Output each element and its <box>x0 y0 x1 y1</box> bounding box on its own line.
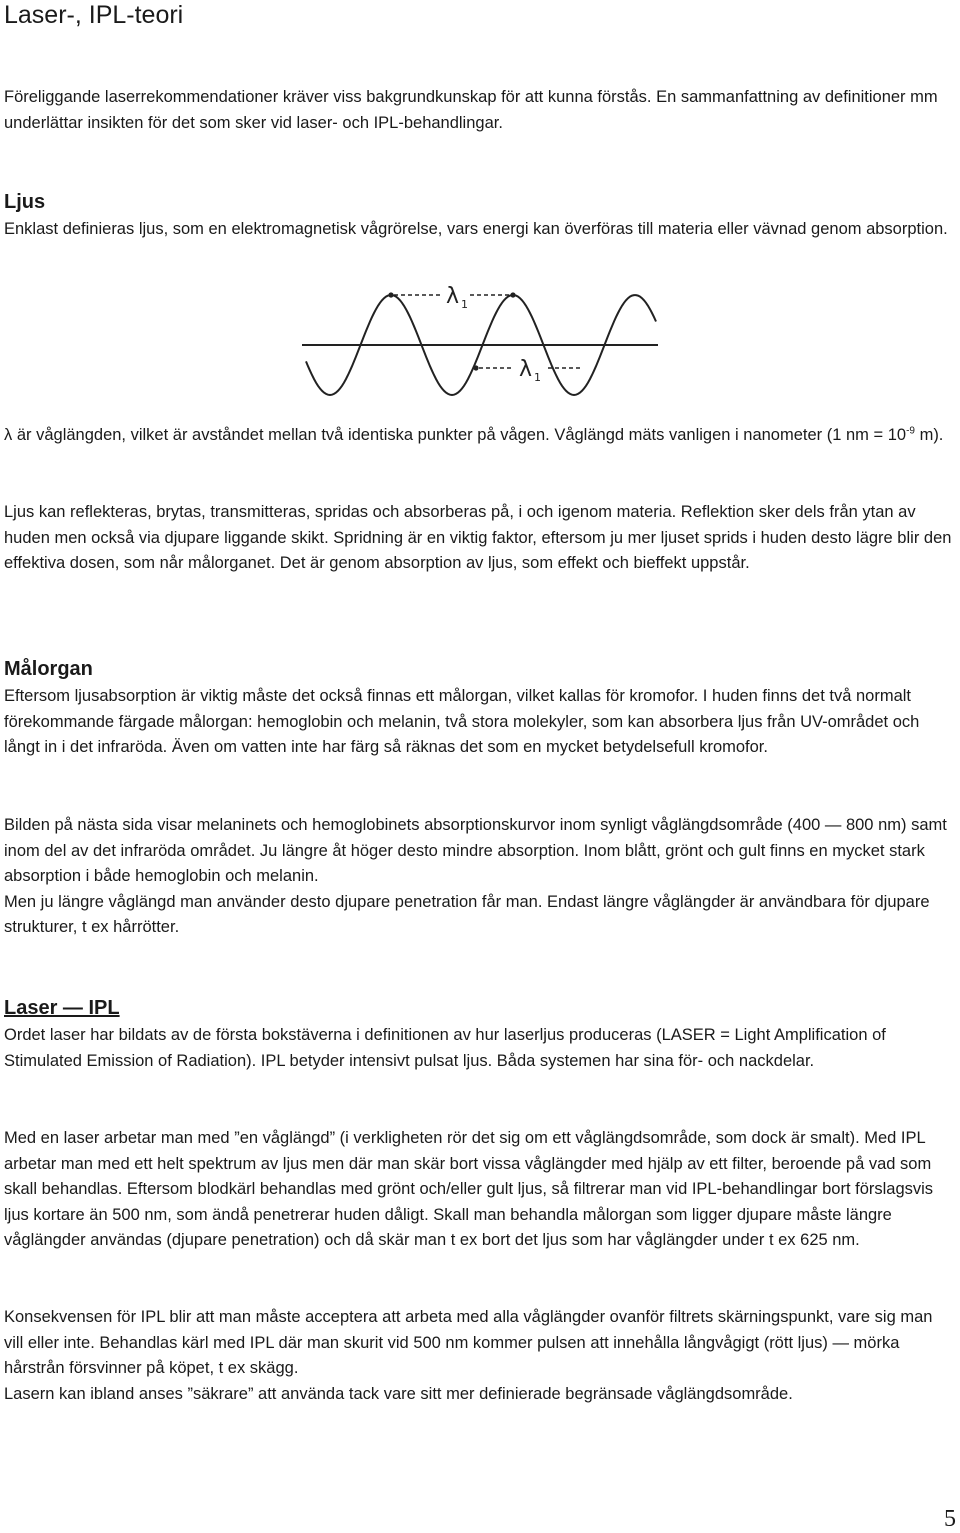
crest-point-1 <box>388 292 393 297</box>
lambda-definition <box>4 423 952 449</box>
laser-ipl-paragraph-2: Med en laser arbetar man med ”en våglängd” (i verkligheten rör det sig om ett våglängdsområde, som dock är smalt). Med IPL arbetar man med ett helt spektrum av ljus men där man skär bort vissa våglängder med hjälp av ett filter, beroende på vad som skall behandlas. Eftersom blodkärl behandlas med grönt och/eller gult ljus, så filtrerar man vid IPL-behandlingar bort förslagsvis ljus kortare än 500 nm, som ändå penetrerar huden dåligt. Skall man behandla målorgan som ligger djupare måste längre våglängder användas (djupare penetration) och då skär man t ex bort det ljus som har våglängder under t ex 625 nm. <box>4 1129 934 1249</box>
intro-paragraph: Föreliggande laserrekommendationer kräver viss bakgrundkunskap för att kunna förstås. En sammanfattning av definitioner mm underlättar insikten för det som sker vid laser- och IPL-behandlingar. <box>4 88 938 132</box>
laser-ipl-paragraph-3a: Konsekvensen för IPL blir att man måste acceptera att arbeta med alla våglängder ovanför filtrets skärningspunkt, vare sig man vill eller inte. Behandlas kärl med IPL där man skurit vid 500 nm kommer pulsen att innehålla långvågigt (rött ljus) — mörka hårstrån försvinner på köpet, t ex skägg. <box>4 1308 933 1377</box>
malorgan-paragraph-2 <box>4 813 952 941</box>
malorgan-paragraph-1: Eftersom ljusabsorption är viktig måste det också finnas ett målorgan, vilket kallas för kromofor. I huden finns det två normalt förekommande färgade målorgan: hemoglobin och melanin, två stora molekyler, som kan absorbera ljus från UV-området och långt in i det infraröda. Även om vatten inte har färg så räknas det som en mycket betydelsefull kromofor. <box>4 687 920 756</box>
lambda-label-top-sub: 1 <box>461 298 468 311</box>
lambda-text: λ är våglängden, vilket är avståndet mellan två identiska punkter på vågen. Våglängd mäts vanligen i nanometer (1 nm = 10 <box>4 426 907 444</box>
lambda-label-bottom-sub: 1 <box>534 371 541 384</box>
crest-point-2 <box>510 292 515 297</box>
wavelength-figure <box>300 282 662 410</box>
ljus-paragraph-3: Ljus kan reflekteras, brytas, transmitteras, spridas och absorberas på, i och igenom materia. Reflektion sker dels från ytan av huden men också via djupare liggande skikt. Spridning är en viktig faktor, eftersom ju mer ljuset sprids i huden desto lägre blir den effektiva dosen, som når målorganet. Det är genom absorption av ljus, som effekt och bieffekt uppstår. <box>4 503 952 572</box>
heading-malorgan: Målorgan <box>4 658 93 680</box>
lambda-label-top: λ <box>446 284 460 309</box>
laser-ipl-paragraph-1: Ordet laser har bildats av de första bokstäverna i definitionen av hur laserljus produceras (LASER = Light Amplification of Stimulated Emission of Radiation). IPL betyder intensivt pulsat ljus. Båda systemen har sina för- och nackdelar. <box>4 1026 886 1070</box>
malorgan-paragraph-2b: Men ju längre våglängd man använder desto djupare penetration får man. Endast längre våglängder är användbara för djupare strukturer, t ex hårrötter. <box>4 892 930 936</box>
ljus-paragraph-1: Enklast definieras ljus, som en elektromagnetisk vågrörelse, vars energi kan överföras till materia eller vävnad genom absorption. <box>4 220 948 238</box>
heading-ljus: Ljus <box>4 191 46 213</box>
malorgan-paragraph-2a: Bilden på nästa sida visar melaninets och hemoglobinets absorptionskurvor inom synligt våglängdsområde (400 — 800 nm) samt inom del av det infraröda området. Ju längre åt höger desto mindre absorption. Inom blått, grönt och gult finns en mycket stark absorption i både hemoglobin och melanin. <box>4 816 947 885</box>
lambda-exponent: -9 <box>906 425 915 437</box>
heading-laser-ipl: Laser — IPL <box>4 997 120 1019</box>
laser-ipl-paragraph-3 <box>4 1305 952 1407</box>
lambda-label-bottom: λ <box>519 357 533 382</box>
page-title: Laser-, IPL-teori <box>4 1 184 29</box>
trough-point-1 <box>473 365 478 370</box>
laser-ipl-paragraph-3b: Lasern kan ibland anses ”säkrare” att använda tack vare sitt mer definierade begränsade våglängdsområde. <box>4 1384 793 1403</box>
lambda-end: m). <box>914 426 944 444</box>
page-number: 5 <box>944 1506 956 1532</box>
